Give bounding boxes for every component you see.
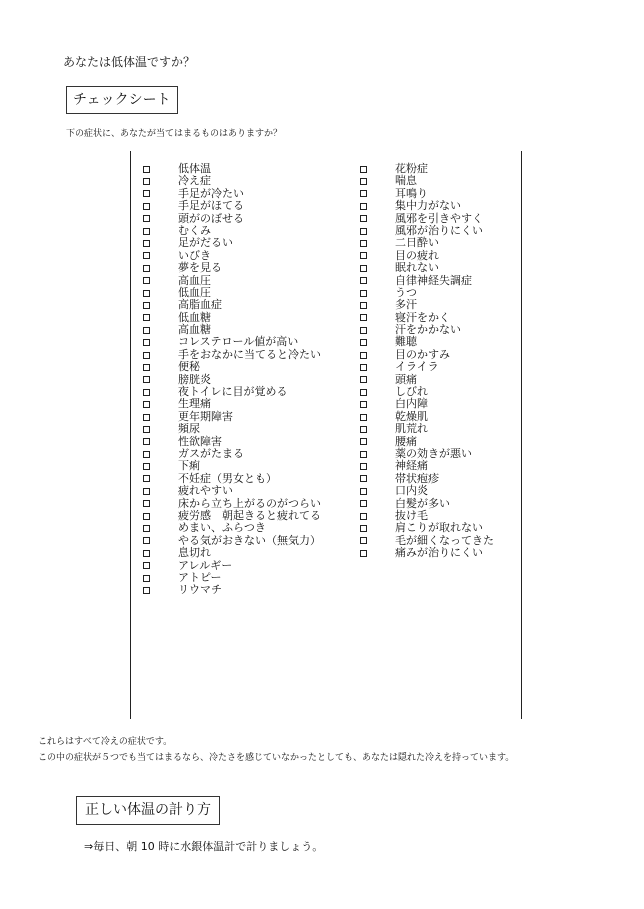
checkbox[interactable]	[143, 290, 150, 297]
checklist-item-label: 息切れ	[178, 546, 211, 560]
checklist-item-label: 頭がのぼせる	[178, 211, 244, 225]
checkbox[interactable]	[143, 190, 150, 197]
checkbox[interactable]	[143, 587, 150, 594]
checklist-item-label: 高脂血症	[178, 298, 222, 312]
checklist-item[interactable]	[143, 287, 321, 299]
checklist-item-label: 高血糖	[178, 323, 211, 337]
checklist-item-label: 足がだるい	[178, 236, 233, 250]
checkbox[interactable]	[143, 252, 150, 259]
checkbox[interactable]	[143, 525, 150, 532]
checkbox[interactable]	[360, 475, 367, 482]
checkbox[interactable]	[360, 240, 367, 247]
checkbox[interactable]	[360, 438, 367, 445]
checklist-item-label: 夜トイレに目が覚める	[178, 385, 288, 399]
checklist-left-column	[143, 163, 321, 597]
checkbox[interactable]	[360, 314, 367, 321]
checkbox[interactable]	[143, 265, 150, 272]
checklist-item-label: 痛みが治りにくい	[395, 546, 483, 560]
checklist-item[interactable]	[360, 361, 494, 373]
checklist-item[interactable]	[143, 572, 321, 584]
checklist-right-column	[360, 163, 494, 560]
checklist-item-label: 口内炎	[395, 484, 428, 498]
checklist-item-label: しびれ	[395, 385, 428, 399]
checklist-item[interactable]	[143, 584, 321, 596]
checkbox[interactable]	[360, 389, 367, 396]
checklist-item[interactable]	[143, 200, 321, 212]
checklist-item-label: 花粉症	[395, 162, 428, 175]
checklist-item-label: 夢を見る	[178, 261, 222, 275]
checklist-item[interactable]	[143, 250, 321, 262]
checkbox[interactable]	[360, 500, 367, 507]
checklist-item[interactable]	[360, 547, 494, 559]
checklist-item-label: 耳鳴り	[395, 186, 428, 200]
checkbox[interactable]	[143, 352, 150, 359]
checklist-item-label: ガスがたまる	[178, 446, 244, 460]
checklist-item-label: 疲れやすい	[178, 484, 233, 498]
checklist-item-label: イライラ	[395, 360, 439, 374]
checklist-item-label: 下痢	[178, 459, 200, 473]
checkbox[interactable]	[143, 500, 150, 507]
check-sheet-title: チェックシート	[66, 86, 178, 114]
checklist-item[interactable]	[143, 398, 321, 410]
checklist-item-label: 乾燥肌	[395, 409, 428, 423]
note-cold-symptoms: これらはすべて冷えの症状です。	[38, 737, 173, 747]
checkbox[interactable]	[360, 550, 367, 557]
checklist-item-label: コレステロール値が高い	[178, 335, 299, 349]
checkbox[interactable]	[143, 537, 150, 544]
checklist-item[interactable]	[360, 237, 494, 249]
checklist-item[interactable]	[143, 448, 321, 460]
checkbox[interactable]	[143, 376, 150, 383]
checklist-item-label: 性欲障害	[178, 434, 222, 448]
checkbox[interactable]	[360, 451, 367, 458]
checklist-item-label: 低体温	[178, 162, 211, 175]
checkbox[interactable]	[143, 550, 150, 557]
checklist-item-label: 集中力がない	[395, 199, 461, 213]
checklist-item-label: 低血糖	[178, 310, 211, 324]
checklist-item-label: 白内障	[395, 397, 428, 411]
checklist-item[interactable]	[143, 349, 321, 361]
checklist-item[interactable]	[143, 535, 321, 547]
checkbox[interactable]	[143, 513, 150, 520]
checkbox[interactable]	[143, 562, 150, 569]
checkbox[interactable]	[360, 525, 367, 532]
checklist-item-label: いびき	[178, 248, 211, 262]
temperature-method-text: ⇒毎日、朝 10 時に水銀体温計で計りましょう。	[84, 840, 324, 853]
checkbox[interactable]	[360, 364, 367, 371]
checkbox[interactable]	[143, 475, 150, 482]
checklist-item-label: 頭痛	[395, 372, 417, 386]
checkbox[interactable]	[143, 488, 150, 495]
checkbox[interactable]	[143, 451, 150, 458]
checklist-item[interactable]	[143, 163, 321, 175]
checklist-item[interactable]	[143, 275, 321, 287]
checklist-item-label: 帯状疱疹	[395, 471, 439, 485]
checkbox[interactable]	[143, 389, 150, 396]
checklist-item-label: 風邪を引きやすく	[395, 211, 483, 225]
checklist-item[interactable]	[143, 411, 321, 423]
checklist-item[interactable]	[143, 485, 321, 497]
checklist-item-label: 目の疲れ	[395, 248, 439, 262]
checklist-item-label: 難聴	[395, 335, 417, 349]
checklist-item[interactable]	[143, 336, 321, 348]
checkbox[interactable]	[360, 215, 367, 222]
checkbox[interactable]	[360, 190, 367, 197]
checklist-item[interactable]	[143, 460, 321, 472]
checklist-item[interactable]	[143, 299, 321, 311]
checkbox[interactable]	[360, 327, 367, 334]
question-title: あなたは低体温ですか？	[63, 55, 196, 69]
checklist-item[interactable]	[143, 423, 321, 435]
checkbox[interactable]	[143, 575, 150, 582]
checklist-item[interactable]	[143, 560, 321, 572]
checklist-item[interactable]	[143, 547, 321, 559]
checklist-item-label: 白髪が多い	[395, 496, 450, 510]
checkbox[interactable]	[143, 314, 150, 321]
checklist-item[interactable]	[360, 522, 494, 534]
checklist-item-label: 毛が細くなってきた	[395, 533, 494, 547]
checklist-item-label: アトピー	[178, 570, 222, 584]
checkbox[interactable]	[143, 463, 150, 470]
checkbox[interactable]	[143, 401, 150, 408]
checklist-item-label: やる気がおきない（無気力）	[178, 533, 321, 547]
checkbox[interactable]	[360, 513, 367, 520]
checkbox[interactable]	[360, 401, 367, 408]
checklist-item-label: 手をおなかに当てると冷たい	[178, 347, 321, 361]
checklist-item-label: 目のかすみ	[395, 347, 450, 361]
checkbox[interactable]	[143, 302, 150, 309]
checkbox[interactable]	[360, 339, 367, 346]
checklist-item-label: 低血圧	[178, 285, 211, 299]
checkbox[interactable]	[360, 352, 367, 359]
checkbox[interactable]	[360, 178, 367, 185]
checklist-item-label: 神経痛	[395, 459, 428, 473]
checklist-item-label: 更年期障害	[178, 409, 233, 423]
checklist-item[interactable]	[360, 262, 494, 274]
checklist-item-label: 風邪が治りにくい	[395, 223, 483, 237]
checklist-item[interactable]	[143, 386, 321, 398]
checklist-item[interactable]	[143, 361, 321, 373]
checklist-item-label: 肌荒れ	[395, 422, 428, 436]
checkbox[interactable]	[143, 426, 150, 433]
checklist-item-label: 自律神経失調症	[395, 273, 472, 287]
checkbox[interactable]	[360, 228, 367, 235]
checklist-item-label: うつ	[395, 285, 417, 299]
checkbox[interactable]	[360, 376, 367, 383]
checklist-item[interactable]	[360, 324, 494, 336]
note-hidden-cold: この中の症状が５つでも当てはまるなら、冷たさを感じていなかったとしても、あなたは隠れた冷えを持っています。	[38, 753, 515, 763]
checkbox[interactable]	[143, 240, 150, 247]
checklist-item-label: 抜け毛	[395, 508, 428, 522]
checklist-item[interactable]	[360, 287, 494, 299]
checkbox[interactable]	[143, 228, 150, 235]
checklist-item-label: 二日酔い	[395, 236, 439, 250]
checkbox[interactable]	[360, 426, 367, 433]
checklist-item-label: 冷え症	[178, 174, 211, 188]
checklist-item[interactable]	[360, 485, 494, 497]
checklist-item-label: 喘息	[395, 174, 417, 188]
checklist-item-label: 高血圧	[178, 273, 211, 287]
checkbox[interactable]	[360, 463, 367, 470]
checklist-item-label: 頻尿	[178, 422, 200, 436]
checklist-item[interactable]	[143, 237, 321, 249]
checklist-item[interactable]	[360, 398, 494, 410]
checklist-item-label: 薬の効きが悪い	[395, 446, 472, 460]
checklist-item[interactable]	[360, 423, 494, 435]
checklist-item-label: 手足がほてる	[178, 199, 244, 213]
intro-text: 下の症状に、あなたが当てはまるものはありますか？	[66, 129, 283, 139]
checklist-item-label: 肩こりが取れない	[395, 521, 483, 535]
checklist-item-label: めまい、ふらつき	[178, 521, 266, 535]
checklist-item[interactable]	[360, 163, 494, 175]
checklist-item-label: 生理痛	[178, 397, 211, 411]
checklist-item-label: 寝汗をかく	[395, 310, 450, 324]
checklist-item-label: 多汗	[395, 298, 417, 312]
checklist-item[interactable]	[143, 522, 321, 534]
checklist-item-label: 汗をかかない	[395, 323, 461, 337]
checkbox[interactable]	[360, 537, 367, 544]
checkbox[interactable]	[143, 277, 150, 284]
checkbox[interactable]	[360, 488, 367, 495]
checkbox[interactable]	[360, 252, 367, 259]
checkbox[interactable]	[143, 203, 150, 210]
checklist-item-label: 不妊症（男女とも）	[178, 471, 277, 485]
checkbox[interactable]	[360, 302, 367, 309]
checklist-item[interactable]	[143, 262, 321, 274]
checklist-item-label: 膀胱炎	[178, 372, 211, 386]
checkbox[interactable]	[143, 364, 150, 371]
checklist-item-label: 床から立ち上がるのがつらい	[178, 496, 321, 510]
checklist-item[interactable]	[360, 299, 494, 311]
checklist-item-label: リウマチ	[178, 583, 222, 597]
checkbox[interactable]	[143, 339, 150, 346]
checkbox[interactable]	[143, 178, 150, 185]
checkbox[interactable]	[143, 438, 150, 445]
checklist-item[interactable]	[143, 312, 321, 324]
checklist-item-label: 疲労感 朝起きると疲れてる	[178, 508, 321, 522]
checklist-item[interactable]	[360, 460, 494, 472]
checklist-item[interactable]	[360, 336, 494, 348]
checklist-item[interactable]	[360, 200, 494, 212]
checkbox[interactable]	[360, 203, 367, 210]
checklist-item-label: 眠れない	[395, 261, 439, 275]
checkbox[interactable]	[360, 290, 367, 297]
temperature-method-title: 正しい体温の計り方	[76, 796, 220, 825]
checklist-item-label: 手足が冷たい	[178, 186, 244, 200]
checkbox[interactable]	[143, 414, 150, 421]
checkbox[interactable]	[360, 166, 367, 173]
checklist-item[interactable]	[143, 175, 321, 187]
checklist-item-label: 便秘	[178, 360, 200, 374]
checkbox[interactable]	[143, 166, 150, 173]
checklist-item[interactable]	[360, 275, 494, 287]
checkbox[interactable]	[360, 277, 367, 284]
checklist-item-label: 腰痛	[395, 434, 417, 448]
checkbox[interactable]	[360, 414, 367, 421]
checkbox[interactable]	[143, 327, 150, 334]
checkbox[interactable]	[143, 215, 150, 222]
checkbox[interactable]	[360, 265, 367, 272]
checklist-item-label: アレルギー	[178, 558, 233, 572]
checklist-item[interactable]	[143, 213, 321, 225]
checklist-item[interactable]	[360, 175, 494, 187]
checklist-item-label: むくみ	[178, 223, 211, 237]
